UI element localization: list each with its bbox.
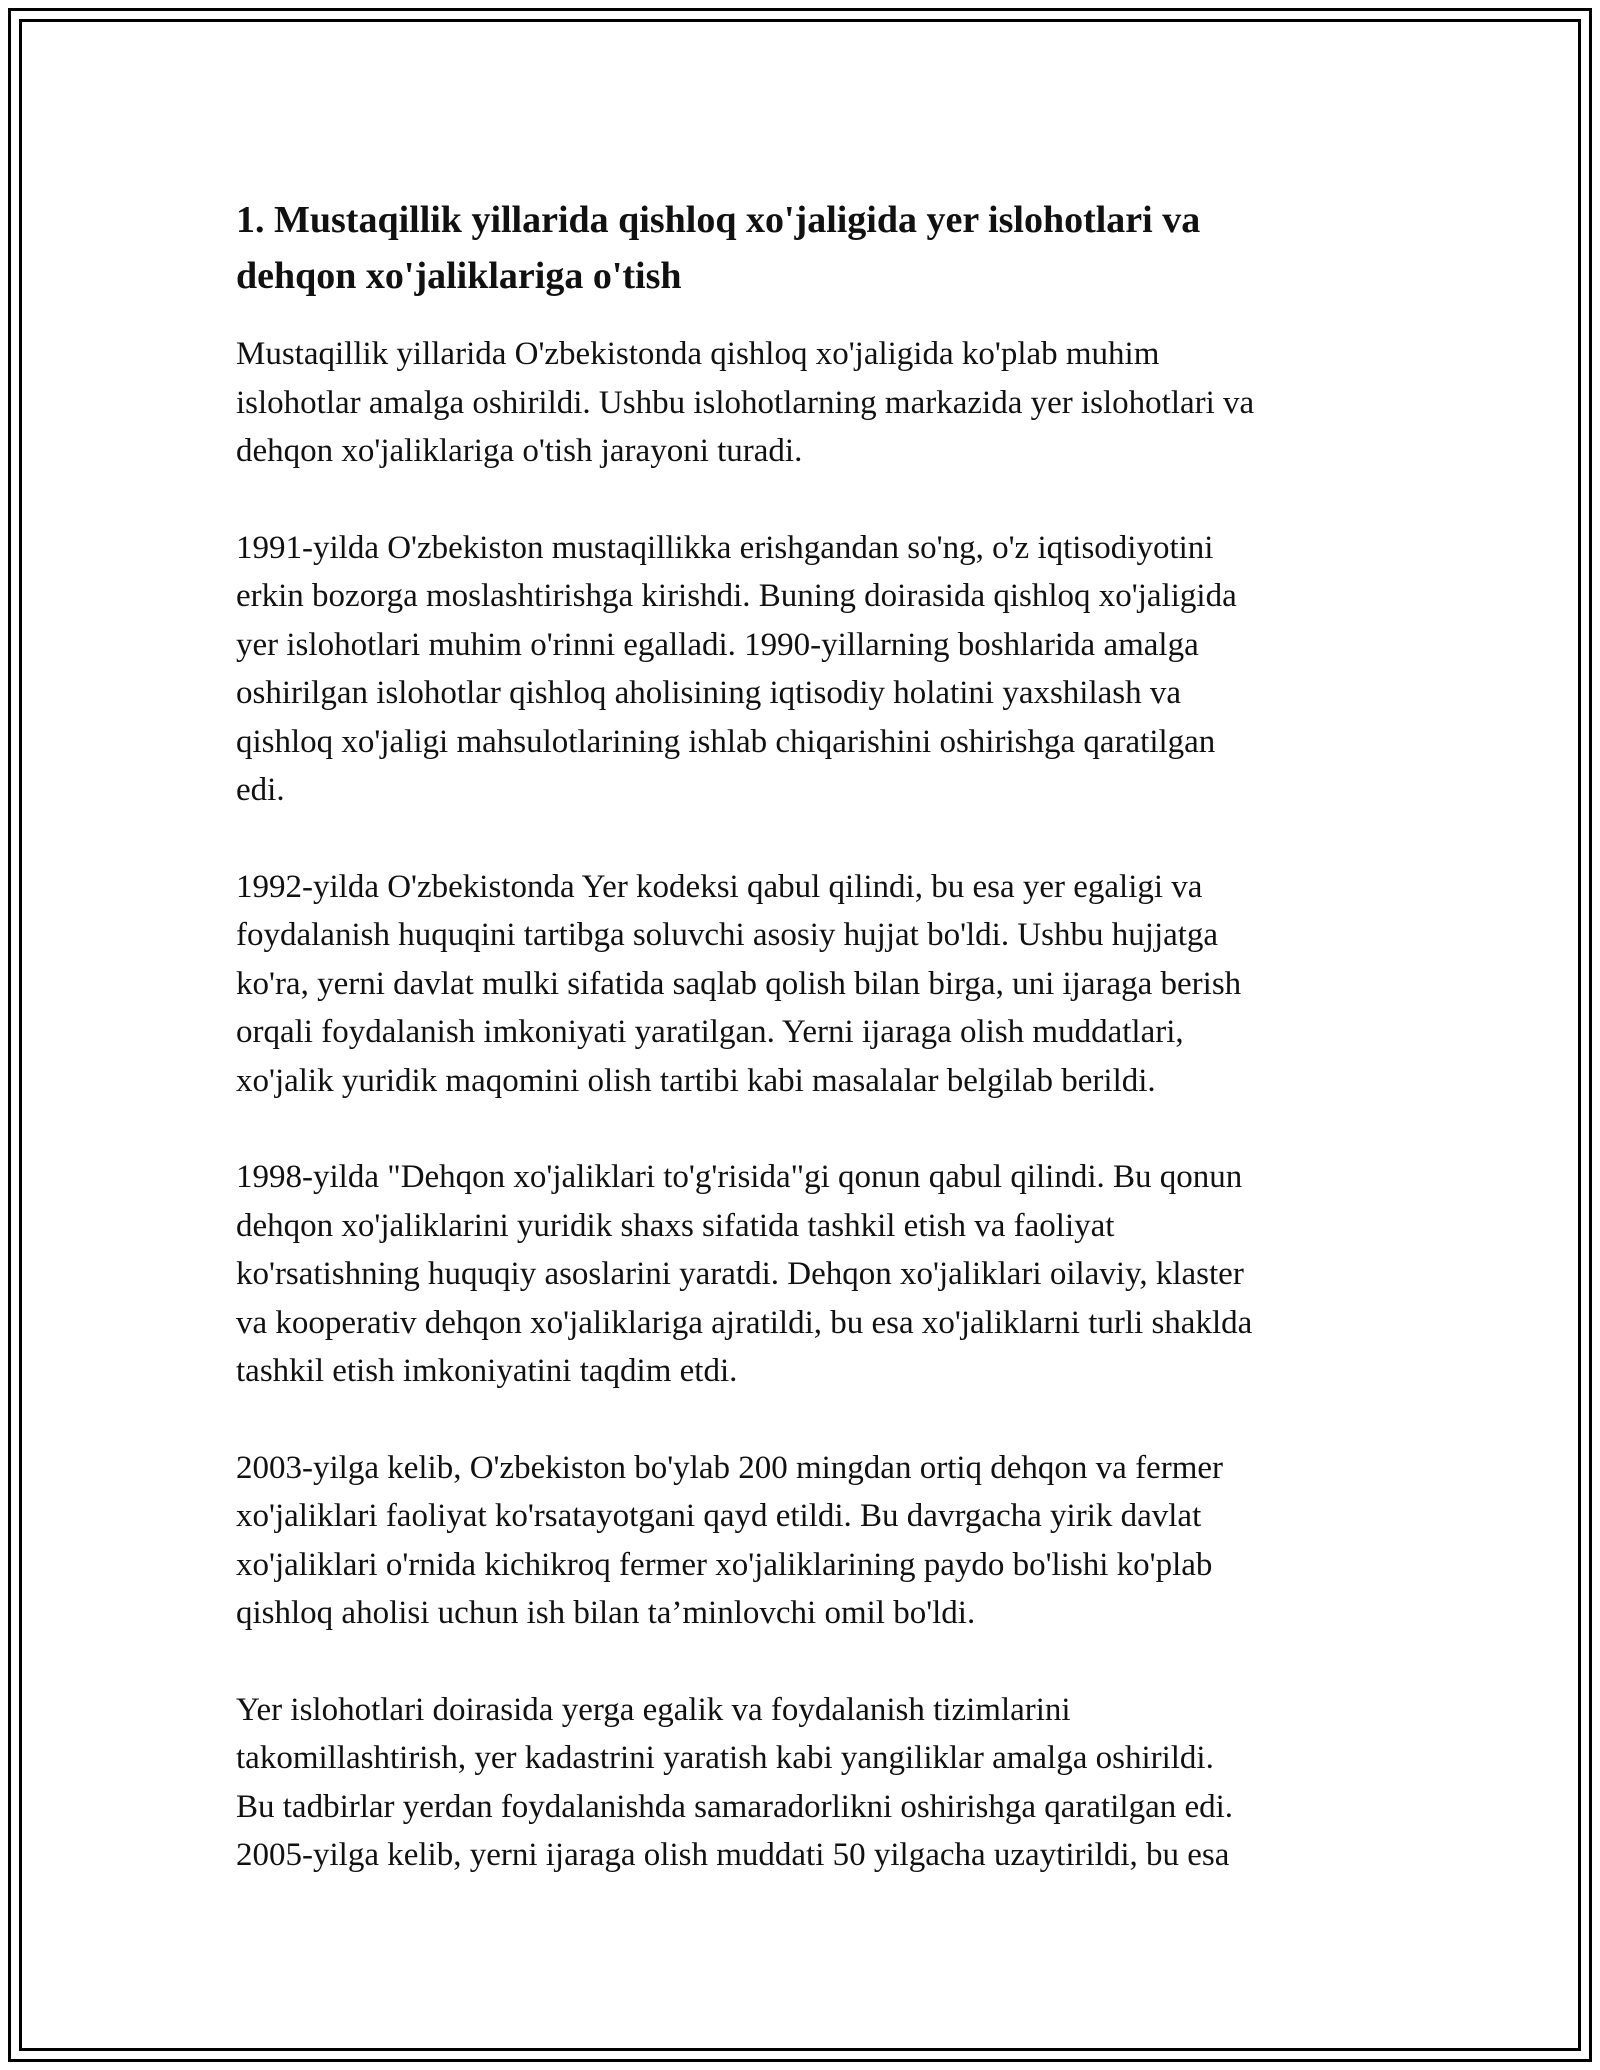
paragraph-line: Yer islohotlari doirasida yerga egalik va foydalanish tizimlarini xyxy=(236,1691,1071,1728)
paragraph-line: va kooperativ dehqon xo'jaliklariga ajratildi, bu esa xo'jaliklarni turli shaklda xyxy=(236,1304,1253,1341)
paragraph-line: oshirilgan islohotlar qishloq aholisining iqtisodiy holatini yaxshilash va xyxy=(236,675,1182,711)
paragraph-line: qishloq aholisi uchun ish bilan ta’minlovchi omil bo'ldi. xyxy=(236,1595,976,1631)
paragraph-line: xo'jaliklari faoliyat ko'rsatayotgani qayd etildi. Bu davrgacha yirik davlat xyxy=(236,1498,1202,1534)
paragraph-line: 1991-yilda O'zbekiston mustaqillikka erishgandan so'ng, o'z iqtisodiyotini xyxy=(236,529,1214,566)
paragraph-line: dehqon xo'jaliklarini yuridik shaxs sifatida tashkil etish va faoliyat xyxy=(236,1207,1115,1244)
paragraph-line: takomillashtirish, yer kadastrini yaratish kabi yangiliklar amalga oshirildi. xyxy=(236,1740,1214,1776)
paragraph-1992 xyxy=(236,863,1396,1106)
paragraph-line: dehqon xo'jaliklariga o'tish jarayoni turadi. xyxy=(236,433,803,469)
paragraph-line: 1992-yilda O'zbekistonda Yer kodeksi qabul qilindi, bu esa yer egaligi va xyxy=(236,868,1203,905)
paragraph-line: ko'ra, yerni davlat mulki sifatida saqlab qolish bilan birga, uni ijaraga berish xyxy=(236,965,1242,1002)
paragraph-line: islohotlar amalga oshirildi. Ushbu islohotlarning markazida yer islohotlari va xyxy=(236,384,1255,421)
heading-line: dehqon xo'jaliklariga o'tish xyxy=(236,255,682,297)
document-body xyxy=(236,192,1396,1928)
paragraph-line: xo'jalik yuridik maqomini olish tartibi kabi masalalar belgilab berildi. xyxy=(236,1062,1156,1099)
paragraph-1998 xyxy=(236,1153,1396,1396)
paragraph-2003 xyxy=(236,1444,1396,1638)
paragraph-line: edi. xyxy=(236,772,285,808)
paragraph-line: qishloq xo'jaligi mahsulotlarining ishlab chiqarishini oshirishga qaratilgan xyxy=(236,723,1216,760)
paragraph-line: 1998-yilda "Dehqon xo'jaliklari to'g'risida"gi qonun qabul qilindi. Bu qonun xyxy=(236,1159,1243,1195)
paragraph-line: orqali foydalanish imkoniyati yaratilgan. Yerni ijaraga olish muddatlari, xyxy=(236,1014,1184,1050)
paragraph-line: Mustaqillik yillarida O'zbekistonda qishloq xo'jaligida ko'plab muhim xyxy=(236,336,1160,372)
section-heading xyxy=(236,192,1396,304)
paragraph-1991 xyxy=(236,524,1396,815)
paragraph-line: yer islohotlari muhim o'rinni egalladi. 1990-yillarning boshlarida amalga xyxy=(236,626,1199,663)
paragraph-line: erkin bozorga moslashtirishga kirishdi. Buning doirasida qishloq xo'jaligida xyxy=(236,578,1237,614)
paragraph-land-reforms xyxy=(236,1686,1396,1880)
paragraph-line: Bu tadbirlar yerdan foydalanishda samaradorlikni oshirishga qaratilgan edi. xyxy=(236,1788,1234,1825)
paragraph-line: 2003-yilga kelib, O'zbekiston bo'ylab 200 mingdan ortiq dehqon va fermer xyxy=(236,1449,1224,1486)
paragraph-line: xo'jaliklari o'rnida kichikroq fermer xo'jaliklarining paydo bo'lishi ko'plab xyxy=(236,1546,1213,1583)
paragraph-intro xyxy=(236,330,1396,476)
paragraph-line: 2005-yilga kelib, yerni ijaraga olish muddati 50 yilgacha uzaytirildi, bu esa xyxy=(236,1837,1230,1873)
paragraph-line: ko'rsatishning huquqiy asoslarini yaratdi. Dehqon xo'jaliklari oilaviy, klaster xyxy=(236,1256,1244,1292)
heading-line: 1. Mustaqillik yillarida qishloq xo'jaligida yer islohotlari va xyxy=(236,199,1201,241)
paragraph-line: tashkil etish imkoniyatini taqdim etdi. xyxy=(236,1353,738,1389)
paragraph-line: foydalanish huquqini tartibga soluvchi asosiy hujjat bo'ldi. Ushbu hujjatga xyxy=(236,917,1219,953)
